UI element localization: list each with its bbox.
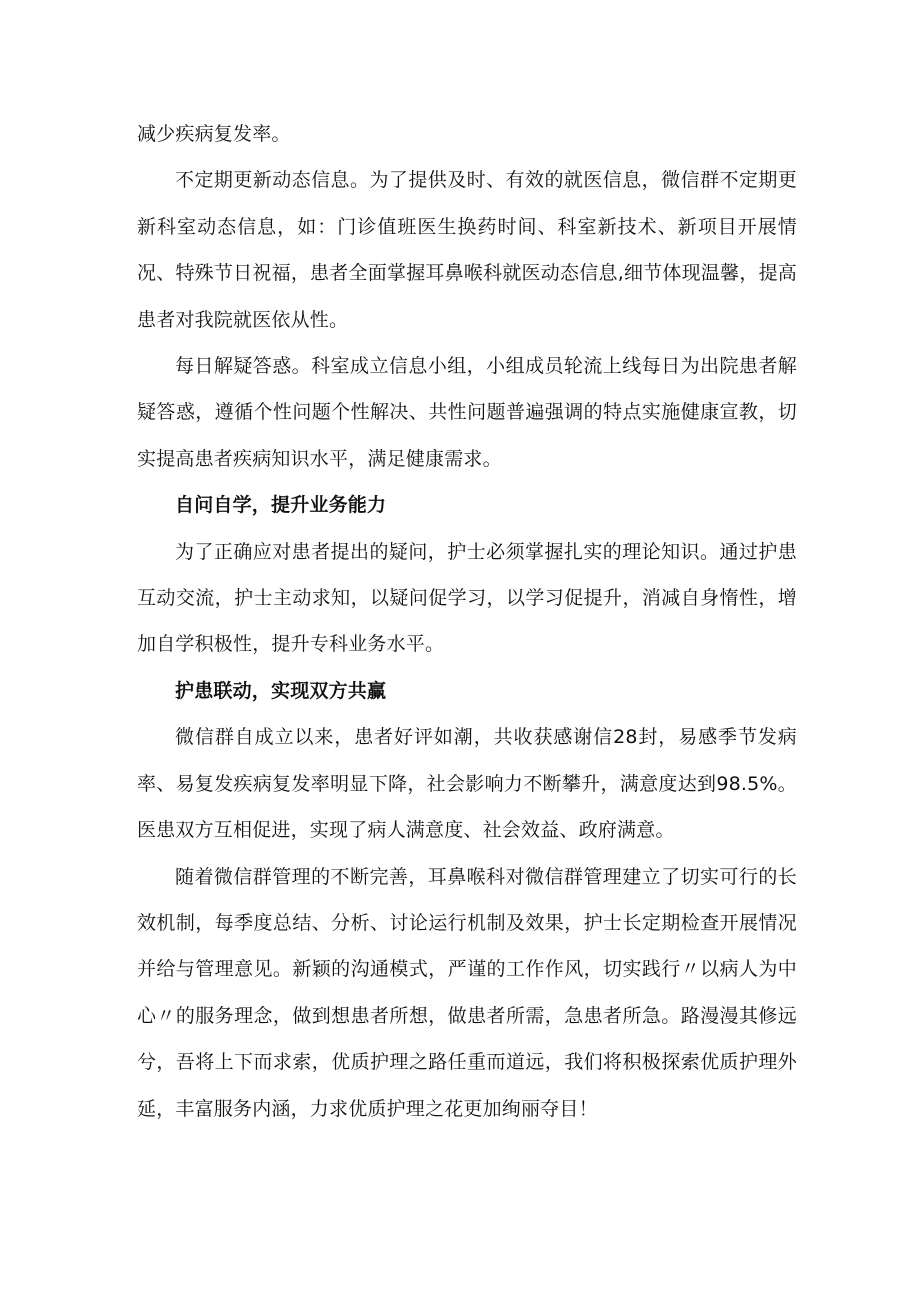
section-heading-self-study: 自问自学，提升业务能力 (175, 494, 387, 517)
paragraph-conclusion: 随着微信群管理的不断完善，耳鼻喉科对微信群管理建立了切实可行的长效机制，每季度总结、分析、讨论运行机制及效果，护士长定期检查开展情况并给与管理意见。新颖的沟通模式，严谨的工作作风，切实践行〃以病人为中心〃的服务理念，做到想患者所想，做患者所需，急患者所急。路漫漫其修远兮，吾将上下而求索，优质护理之路任重而道远，我们将积极探索优质护理外延，丰富服务内涵，力求优质护理之花更加绚丽夺目！ (137, 865, 797, 1120)
paragraph-daily-qa: 每日解疑答惑。科室成立信息小组，小组成员轮流上线每日为出院患者解疑答惑，遵循个性问题个性解决、共性问题普遍强调的特点实施健康宣教，切实提高患者疾病知识水平，满足健康需求。 (137, 355, 797, 470)
paragraph-continuation: 减少疾病复发率。 (137, 123, 291, 145)
paragraph-self-study: 为了正确应对患者提出的疑问，护士必须掌握扎实的理论知识。通过护患互动交流，护士主动求知，以疑问促学习，以学习促提升，消减自身惰性，增加自学积极性，提升专科业务水平。 (137, 540, 797, 656)
paragraph-dynamic-info: 不定期更新动态信息。为了提供及时、有效的就医信息，微信群不定期更新科室动态信息，如：门诊值班医生换药时间、科室新技术、新项目开展情况、特殊节日祝福，患者全面掌握耳鼻喉科就医动态信息,细节体现温馨，提高患者对我院就医依从性。 (137, 169, 797, 331)
paragraph-results: 微信群自成立以来，患者好评如潮，共收获感谢信28封，易感季节发病率、易复发疾病复发率明显下降，社会影响力不断攀升，满意度达到98.5%。医患双方互相促进，实现了病人满意度、社会效益、政府满意。 (137, 726, 797, 842)
document-body (137, 111, 797, 1132)
section-heading-win-win: 护患联动，实现双方共赢 (175, 679, 387, 702)
